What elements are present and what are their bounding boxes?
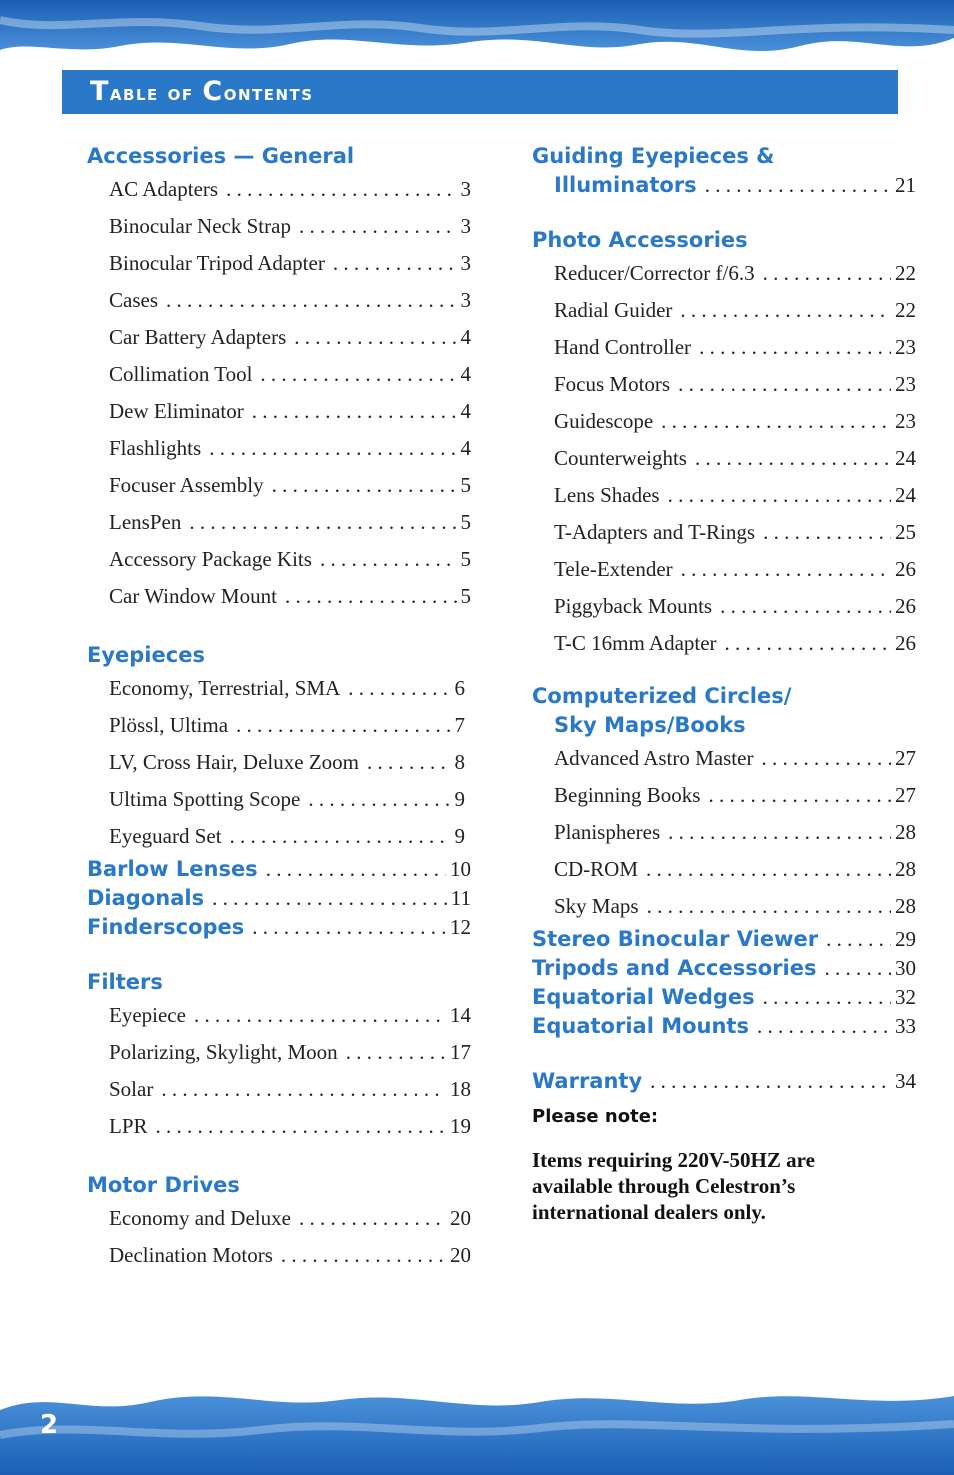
- dot-leader: [299, 1200, 446, 1237]
- toc-entry[interactable]: [87, 781, 465, 818]
- entry-label: Lens Shades: [554, 483, 660, 507]
- toc-entry-diagonals[interactable]: [87, 884, 471, 913]
- toc-right-column: [532, 142, 916, 1225]
- dot-leader: [294, 319, 456, 356]
- entry-page: 23: [895, 409, 916, 433]
- dot-leader: [678, 366, 891, 403]
- entry-page: 21: [895, 173, 916, 197]
- toc-entry[interactable]: [87, 541, 471, 578]
- entry-label: LPR: [109, 1114, 148, 1138]
- toc-entry[interactable]: [87, 208, 471, 245]
- entry-page: 3: [460, 177, 471, 201]
- dot-leader: [161, 1071, 446, 1108]
- title-part-2: ontents: [223, 81, 314, 105]
- toc-entry[interactable]: [87, 670, 465, 707]
- entry-label: T-Adapters and T-Rings: [554, 520, 756, 544]
- section-title-computerized-line1: Computerized Circles/: [532, 684, 792, 708]
- dot-leader: [348, 670, 450, 707]
- accessories-list: [87, 171, 471, 615]
- computerized-list: [532, 740, 916, 925]
- entry-page: 11: [450, 886, 471, 910]
- dot-leader: [260, 356, 456, 393]
- toc-entry-wedges[interactable]: [532, 983, 916, 1012]
- entry-label: Ultima Spotting Scope: [109, 787, 301, 811]
- toc-entry-mounts[interactable]: [532, 1012, 916, 1041]
- section-title-filters: Filters: [87, 970, 163, 994]
- toc-entry[interactable]: [87, 504, 471, 541]
- dot-leader: [646, 851, 891, 888]
- dot-leader: [156, 1108, 446, 1145]
- entry-label: Focuser Assembly: [109, 473, 264, 497]
- dot-leader: [226, 171, 456, 208]
- section-title-accessories: Accessories — General: [87, 144, 355, 168]
- entry-page: 9: [454, 787, 465, 811]
- toc-entry[interactable]: [87, 393, 471, 430]
- toc-entry[interactable]: [87, 1071, 471, 1108]
- title-part-1: able of: [109, 81, 203, 105]
- toc-entry-stereo[interactable]: [532, 925, 916, 954]
- dot-leader: [668, 477, 891, 514]
- toc-entry[interactable]: [87, 430, 471, 467]
- entry-page: 10: [450, 857, 471, 881]
- section-title-photo: Photo Accessories: [532, 228, 748, 252]
- toc-left-column: [87, 142, 471, 1274]
- dot-leader: [189, 504, 456, 541]
- dot-leader: [826, 925, 891, 954]
- entry-page: 3: [460, 288, 471, 312]
- toc-entry[interactable]: [87, 171, 471, 208]
- entry-label: Diagonals: [87, 886, 205, 910]
- toc-entry[interactable]: [87, 282, 471, 319]
- entry-label: Cases: [109, 288, 158, 312]
- dot-leader: [720, 588, 891, 625]
- dot-leader: [763, 514, 891, 551]
- entry-page: 27: [895, 746, 916, 770]
- toc-entry[interactable]: [532, 477, 916, 514]
- entry-page: 7: [454, 713, 465, 737]
- toc-entry[interactable]: [87, 1237, 471, 1274]
- dot-leader: [705, 171, 891, 200]
- dot-leader: [763, 255, 891, 292]
- dot-leader: [680, 292, 891, 329]
- toc-entry[interactable]: [87, 356, 471, 393]
- dot-leader: [209, 430, 456, 467]
- toc-entry[interactable]: [532, 292, 916, 329]
- entry-page: 24: [895, 483, 916, 507]
- entry-label: Stereo Binocular Viewer: [532, 927, 819, 951]
- motor-drives-list: [87, 1200, 471, 1274]
- toc-entry[interactable]: [532, 551, 916, 588]
- entry-label: Solar: [109, 1077, 154, 1101]
- entry-label: LV, Cross Hair, Deluxe Zoom: [109, 750, 359, 774]
- toc-entry[interactable]: [532, 514, 916, 551]
- entry-page: 5: [460, 510, 471, 534]
- dot-leader: [230, 818, 451, 855]
- entry-label: Radial Guider: [554, 298, 673, 322]
- toc-entry-tripods[interactable]: [532, 954, 916, 983]
- photo-list: [532, 255, 916, 662]
- toc-entry[interactable]: [87, 818, 465, 855]
- toc-entry[interactable]: [532, 366, 916, 403]
- entry-label: Equatorial Wedges: [532, 985, 755, 1009]
- toc-entry[interactable]: [532, 625, 916, 662]
- title-initial-t: T: [90, 76, 110, 107]
- entry-label: Car Window Mount: [109, 584, 277, 608]
- toc-entry[interactable]: [87, 245, 471, 282]
- entry-label: Piggyback Mounts: [554, 594, 713, 618]
- entry-page: 25: [895, 520, 916, 544]
- toc-entry[interactable]: [532, 403, 916, 440]
- entry-page: 20: [450, 1206, 471, 1230]
- entry-page: 4: [460, 325, 471, 349]
- entry-label: T-C 16mm Adapter: [554, 631, 717, 655]
- toc-entry[interactable]: [532, 588, 916, 625]
- entry-page: 26: [895, 557, 916, 581]
- toc-entry[interactable]: [87, 1200, 471, 1237]
- toc-entry[interactable]: [532, 851, 916, 888]
- entry-page: 22: [895, 298, 916, 322]
- dot-leader: [681, 551, 891, 588]
- entry-page: 28: [895, 820, 916, 844]
- entry-page: 23: [895, 335, 916, 359]
- entry-page: 30: [895, 956, 916, 980]
- note-body: Items requiring 220V-50HZ are available through Celestron’s international dealers only.: [532, 1148, 815, 1224]
- cloud-top-banner: [0, 0, 954, 70]
- dot-leader: [166, 282, 457, 319]
- entry-page: 4: [460, 399, 471, 423]
- entry-label: Barlow Lenses: [87, 857, 258, 881]
- dot-leader: [763, 983, 891, 1012]
- note-heading: Please note:: [532, 1106, 659, 1127]
- toc-entry[interactable]: [87, 1034, 471, 1071]
- filters-list: [87, 997, 471, 1145]
- section-title-motor-drives: Motor Drives: [87, 1173, 240, 1197]
- entry-label: Planispheres: [554, 820, 661, 844]
- entry-page: 33: [895, 1014, 916, 1038]
- entry-page: 18: [450, 1077, 471, 1101]
- dot-leader: [320, 541, 457, 578]
- entry-label: Tripods and Accessories: [532, 956, 817, 980]
- entry-page: 8: [454, 750, 465, 774]
- entry-page: 5: [460, 473, 471, 497]
- dot-leader: [695, 440, 891, 477]
- entry-page: 17: [450, 1040, 471, 1064]
- dot-leader: [824, 954, 891, 983]
- page-number: 2: [40, 1410, 59, 1440]
- entry-page: 20: [450, 1243, 471, 1267]
- entry-page: 4: [460, 362, 471, 386]
- cloud-bottom-banner: [0, 1380, 954, 1475]
- toc-entry[interactable]: [87, 467, 471, 504]
- title-bar: [62, 70, 898, 114]
- toc-entry[interactable]: [87, 1108, 471, 1145]
- entry-page: 9: [454, 824, 465, 848]
- toc-entry[interactable]: [532, 888, 916, 925]
- entry-page: 4: [460, 436, 471, 460]
- entry-label: Binocular Neck Strap: [109, 214, 291, 238]
- section-title-computerized-line2: Sky Maps/Books: [554, 713, 746, 737]
- entry-label: Counterweights: [554, 446, 687, 470]
- dot-leader: [212, 884, 447, 913]
- toc-entry[interactable]: [87, 997, 471, 1034]
- entry-page: 28: [895, 857, 916, 881]
- dot-leader: [266, 855, 446, 884]
- entry-label: Declination Motors: [109, 1243, 273, 1267]
- entry-page: 28: [895, 894, 916, 918]
- entry-label: Accessory Package Kits: [109, 547, 312, 571]
- dot-leader: [650, 1067, 891, 1096]
- eyepieces-list: [87, 670, 465, 855]
- title-initial-c: C: [202, 76, 224, 107]
- entry-page: 29: [895, 927, 916, 951]
- entry-page: 22: [895, 261, 916, 285]
- toc-entry[interactable]: [87, 744, 465, 781]
- entry-page: 32: [895, 985, 916, 1009]
- dot-leader: [299, 208, 457, 245]
- toc-entry-guiding[interactable]: [532, 171, 916, 200]
- entry-label: Hand Controller: [554, 335, 692, 359]
- entry-label: LensPen: [109, 510, 182, 534]
- dot-leader: [333, 245, 457, 282]
- entry-page: 14: [450, 1003, 471, 1027]
- entry-page: 23: [895, 372, 916, 396]
- entry-label: Polarizing, Skylight, Moon: [109, 1040, 338, 1064]
- entry-label: Finderscopes: [87, 915, 245, 939]
- entry-label: Eyepiece: [109, 1003, 186, 1027]
- dot-leader: [252, 393, 457, 430]
- toc-entry[interactable]: [532, 329, 916, 366]
- entry-label: Sky Maps: [554, 894, 639, 918]
- dot-leader: [236, 707, 450, 744]
- toc-entry[interactable]: [532, 814, 916, 851]
- section-title-eyepieces: Eyepieces: [87, 643, 205, 667]
- entry-page: 5: [460, 547, 471, 571]
- dot-leader: [272, 467, 457, 504]
- entry-label: Economy, Terrestrial, SMA: [109, 676, 341, 700]
- entry-label: Beginning Books: [554, 783, 701, 807]
- toc-entry-barlow[interactable]: [87, 855, 471, 884]
- dot-leader: [647, 888, 891, 925]
- dot-leader: [757, 1012, 891, 1041]
- toc-entry[interactable]: [532, 777, 916, 814]
- dot-leader: [346, 1034, 446, 1071]
- entry-page: 3: [460, 214, 471, 238]
- entry-label: AC Adapters: [109, 177, 219, 201]
- dot-leader: [661, 403, 891, 440]
- entry-label: Car Battery Adapters: [109, 325, 287, 349]
- dot-leader: [761, 740, 891, 777]
- toc-entry[interactable]: [532, 740, 916, 777]
- toc-entry[interactable]: [87, 319, 471, 356]
- entry-label: Guidescope: [554, 409, 654, 433]
- toc-entry[interactable]: [87, 707, 465, 744]
- entry-page: 24: [895, 446, 916, 470]
- dot-leader: [281, 1237, 446, 1274]
- entry-page: 26: [895, 631, 916, 655]
- toc-entry[interactable]: [532, 440, 916, 477]
- entry-label: Equatorial Mounts: [532, 1014, 749, 1038]
- entry-label: Illuminators: [554, 173, 697, 197]
- entry-label: Collimation Tool: [109, 362, 253, 386]
- page-title: [90, 74, 314, 111]
- entry-page: 19: [450, 1114, 471, 1138]
- entry-label: Tele-Extender: [554, 557, 673, 581]
- entry-label: CD-ROM: [554, 857, 639, 881]
- dot-leader: [194, 997, 446, 1034]
- dot-leader: [725, 625, 891, 662]
- entry-page: 6: [454, 676, 465, 700]
- toc-entry[interactable]: [532, 255, 916, 292]
- section-title-guiding-line1: Guiding Eyepieces &: [532, 144, 775, 168]
- entry-label: Focus Motors: [554, 372, 671, 396]
- entry-page: 5: [460, 584, 471, 608]
- dot-leader: [285, 578, 457, 615]
- dot-leader: [252, 913, 446, 942]
- toc-entry-warranty[interactable]: [532, 1067, 916, 1096]
- entry-label: Warranty: [532, 1069, 643, 1093]
- dot-leader: [367, 744, 451, 781]
- entry-label: Binocular Tripod Adapter: [109, 251, 325, 275]
- entry-page: 3: [460, 251, 471, 275]
- entry-label: Flashlights: [109, 436, 202, 460]
- dot-leader: [668, 814, 891, 851]
- entry-page: 26: [895, 594, 916, 618]
- dot-leader: [699, 329, 891, 366]
- entry-page: 34: [895, 1069, 916, 1093]
- entry-label: Eyeguard Set: [109, 824, 222, 848]
- entry-page: 27: [895, 783, 916, 807]
- entry-label: Dew Eliminator: [109, 399, 244, 423]
- toc-entry-finderscopes[interactable]: [87, 913, 471, 942]
- entry-page: 12: [450, 915, 471, 939]
- entry-label: Advanced Astro Master: [554, 746, 754, 770]
- dot-leader: [708, 777, 891, 814]
- entry-label: Plössl, Ultima: [109, 713, 229, 737]
- toc-entry[interactable]: [87, 578, 471, 615]
- entry-label: Reducer/Corrector f/6.3: [554, 261, 755, 285]
- entry-label: Economy and Deluxe: [109, 1206, 291, 1230]
- dot-leader: [308, 781, 450, 818]
